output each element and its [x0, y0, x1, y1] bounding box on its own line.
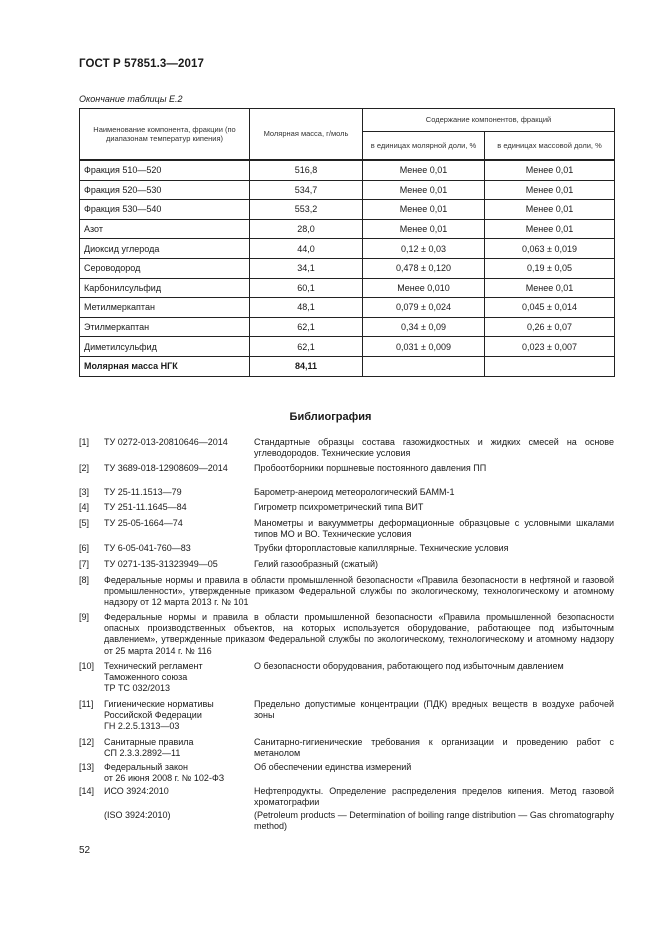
entry-number: [12] — [79, 737, 95, 747]
entry-number: [14] — [79, 786, 95, 796]
page-number: 52 — [79, 845, 91, 856]
entry-text: Санитарно-гигиенические требования к организации и проведению работ с метанолом — [254, 737, 614, 759]
entry-code: ТУ 25-11.1513—79 — [104, 487, 182, 497]
entry-text: Предельно допустимые концентрации (ПДК) вредных веществ в воздухе рабочей зоны — [254, 699, 614, 721]
entry-text: Гелий газообразный (сжатый) — [254, 559, 379, 569]
table-row — [80, 239, 615, 259]
cell-mass: 48,1 — [250, 298, 363, 318]
entry-text: Нефтепродукты. Определение распределения пределов кипения. Метод газовой хроматографии — [254, 786, 614, 808]
cell-weight: 0,063 ± 0,019 — [485, 239, 615, 259]
cell-name: Фракция 530—540 — [80, 200, 250, 220]
cell-molar: 0,079 ± 0,024 — [363, 298, 485, 318]
bibliography-title: Библиография — [289, 411, 372, 423]
cell-mass: 516,8 — [250, 160, 363, 180]
cell-name: Молярная масса НГК — [80, 356, 250, 376]
entry-text: Манометры и вакуумметры деформационные образцовые с условными шкалами типов МО и ВО. Технические условия — [254, 518, 614, 540]
entry-code: (ISO 3924:2010) — [104, 810, 171, 820]
entry-text: Федеральные нормы и правила в области промышленной безопасности «Правила безопасности в нефтяной и газовой промышленности», утвержденные приказом Федеральной службы по экологическому, технологическому и атомному надзору от 12 марта 2013 г. № 101 — [104, 575, 614, 608]
table-total-row — [80, 356, 615, 376]
cell-molar: Менее 0,010 — [363, 278, 485, 298]
cell-molar: 0,34 ± 0,09 — [363, 317, 485, 337]
table-row — [80, 219, 615, 239]
entry-text: О безопасности оборудования, работающего под избыточным давлением — [254, 661, 564, 671]
cell-mass: 34,1 — [250, 258, 363, 278]
cell-mass: 84,11 — [250, 356, 363, 376]
entry-text: Федеральные нормы и правила в области промышленной безопасности «Правила промышленной безопасности опасных производственных объектов, на которых используется оборудование, работающее под избыточным давлением», утвержденные приказом Федеральной службы по экологическому, технологическому и атомному надзору от 25 марта 2014 г. № 116 — [104, 612, 614, 656]
cell-molar: 0,031 ± 0,009 — [363, 337, 485, 357]
table-row — [80, 298, 615, 318]
cell-weight: 0,023 ± 0,007 — [485, 337, 615, 357]
cell-molar: Менее 0,01 — [363, 160, 485, 180]
cell-molar: Менее 0,01 — [363, 200, 485, 220]
entry-text: Об обеспечении единства измерений — [254, 762, 412, 772]
entry-code: Санитарные правила СП 2.3.3.2892—11 — [104, 737, 194, 759]
entry-number: [3] — [79, 487, 90, 497]
header-molar-mass: Молярная масса, г/моль — [250, 109, 363, 161]
entry-text: (Petroleum products — Determination of boiling range distribution — Gas chromatography method) — [254, 810, 614, 832]
cell-mass: 553,2 — [250, 200, 363, 220]
cell-mass: 28,0 — [250, 219, 363, 239]
entry-code: ТУ 25-05-1664—74 — [104, 518, 183, 528]
entry-code: ТУ 3689-018-12908609—2014 — [104, 463, 228, 473]
cell-weight: 0,045 ± 0,014 — [485, 298, 615, 318]
entry-number: [13] — [79, 762, 95, 772]
cell-weight: 0,19 ± 0,05 — [485, 258, 615, 278]
cell-weight: Менее 0,01 — [485, 200, 615, 220]
table-row — [80, 160, 615, 180]
table-row — [80, 337, 615, 357]
entry-number: [10] — [79, 661, 95, 671]
cell-mass: 62,1 — [250, 337, 363, 357]
cell-weight: Менее 0,01 — [485, 278, 615, 298]
table-row — [80, 200, 615, 220]
cell-weight: Менее 0,01 — [485, 219, 615, 239]
entry-text: Барометр-анероид метеорологический БАММ-1 — [254, 487, 455, 497]
cell-name: Диметилсульфид — [80, 337, 250, 357]
header-mass-fraction: в единицах массовой доли, % — [485, 132, 615, 161]
entry-number: [6] — [79, 543, 90, 553]
entry-number: [5] — [79, 518, 90, 528]
cell-mass: 534,7 — [250, 180, 363, 200]
entry-number: [8] — [79, 575, 90, 585]
entry-code: ИСО 3924:2010 — [104, 786, 169, 796]
entry-code: Технический регламент Таможенного союза ТР ТС 032/2013 — [104, 661, 203, 694]
entry-code: ТУ 6-05-041-760—83 — [104, 543, 191, 553]
entry-text: Пробоотборники поршневые постоянного давления ПП — [254, 463, 487, 473]
entry-text: Трубки фторопластовые капиллярные. Технические условия — [254, 543, 509, 553]
entry-number: [4] — [79, 502, 90, 512]
entry-code: Федеральный закон от 26 июня 2008 г. № 102-ФЗ — [104, 762, 225, 784]
cell-name: Азот — [80, 219, 250, 239]
cell-molar: Менее 0,01 — [363, 180, 485, 200]
table-row — [80, 317, 615, 337]
components-table — [79, 108, 615, 377]
entry-code: ТУ 251-11.1645—84 — [104, 502, 187, 512]
entry-code: ТУ 0271-135-31323949—05 — [104, 559, 218, 569]
table-row — [80, 180, 615, 200]
cell-weight: 0,26 ± 0,07 — [485, 317, 615, 337]
cell-mass: 62,1 — [250, 317, 363, 337]
cell-mass: 60,1 — [250, 278, 363, 298]
entry-number: [2] — [79, 463, 90, 473]
cell-name: Фракция 510—520 — [80, 160, 250, 180]
table-row — [80, 258, 615, 278]
header-molar-fraction: в единицах молярной доли, % — [363, 132, 485, 161]
cell-weight: Менее 0,01 — [485, 160, 615, 180]
cell-name: Метилмеркаптан — [80, 298, 250, 318]
entry-number: [11] — [79, 699, 94, 709]
entry-code: ТУ 0272-013-20810646—2014 — [104, 437, 228, 447]
entry-text: Стандартные образцы состава газожидкостных и жидких смесей на основе углеводородов. Технические условия — [254, 437, 614, 459]
table-caption: Окончание таблицы Е.2 — [79, 94, 183, 104]
header-component-name: Наименование компонента, фракции (по диапазонам температур кипения) — [80, 109, 250, 161]
document-header: ГОСТ Р 57851.3—2017 — [79, 58, 204, 70]
cell-molar — [363, 356, 485, 376]
entry-number: [9] — [79, 612, 90, 622]
cell-molar: 0,12 ± 0,03 — [363, 239, 485, 259]
table-row — [80, 278, 615, 298]
entry-number: [7] — [79, 559, 90, 569]
cell-weight — [485, 356, 615, 376]
header-content: Содержание компонентов, фракций — [363, 109, 615, 132]
cell-name: Карбонилсульфид — [80, 278, 250, 298]
cell-molar: Менее 0,01 — [363, 219, 485, 239]
entry-number: [1] — [79, 437, 90, 447]
cell-molar: 0,478 ± 0,120 — [363, 258, 485, 278]
cell-mass: 44,0 — [250, 239, 363, 259]
cell-name: Фракция 520—530 — [80, 180, 250, 200]
entry-code: Гигиенические нормативы Российской Федерации ГН 2.2.5.1313—03 — [104, 699, 214, 732]
cell-name: Этилмеркаптан — [80, 317, 250, 337]
cell-name: Диоксид углерода — [80, 239, 250, 259]
cell-name: Сероводород — [80, 258, 250, 278]
entry-text: Гигрометр психрометрический типа ВИТ — [254, 502, 424, 512]
cell-weight: Менее 0,01 — [485, 180, 615, 200]
